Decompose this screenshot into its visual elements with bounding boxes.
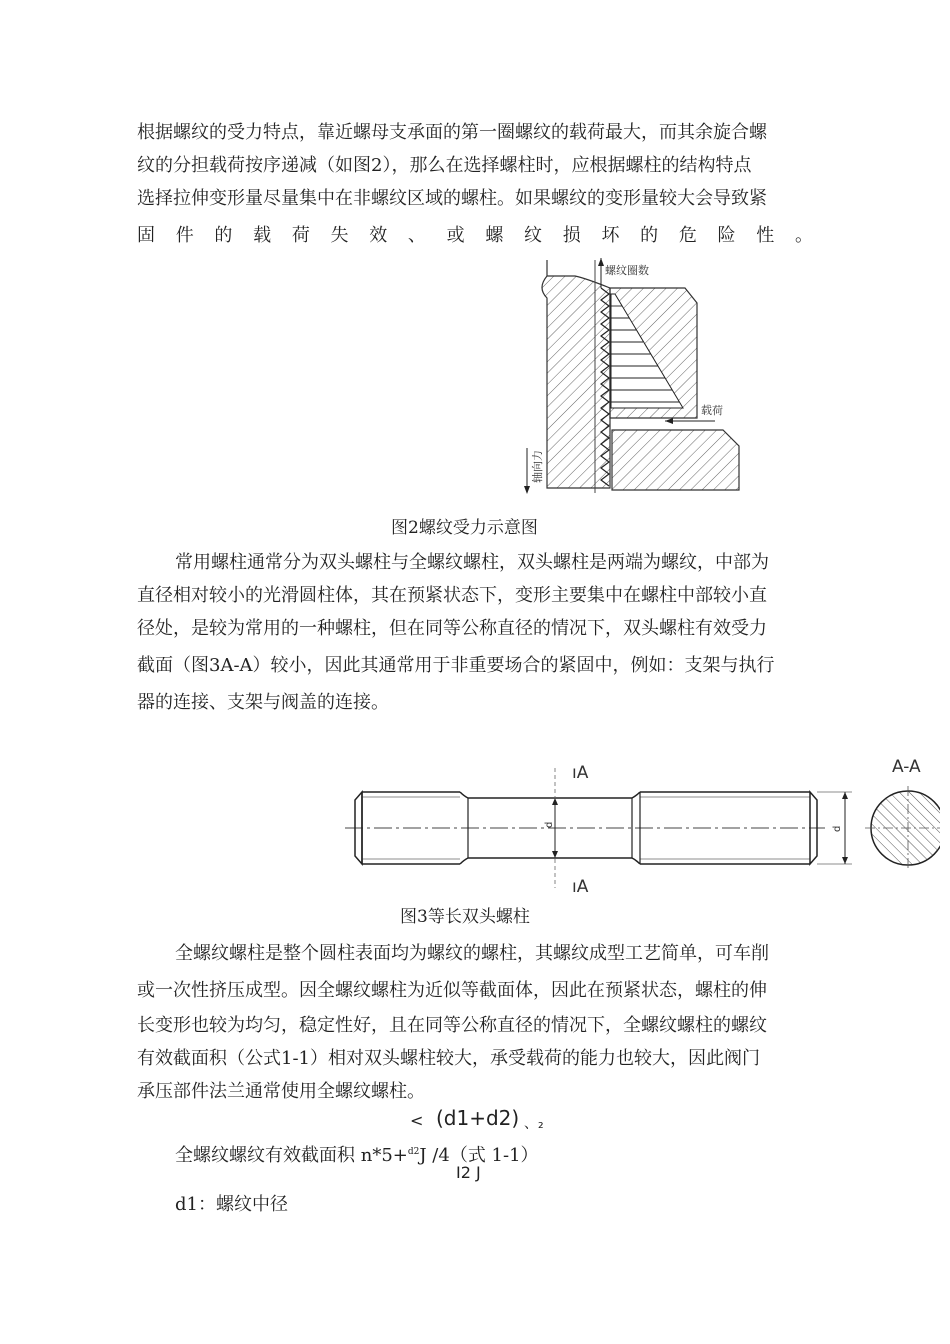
para3-line5: 承压部件法兰通常使用全螺纹螺柱。 bbox=[137, 1081, 425, 1102]
formula-main: 全螺纹螺纹有效截面积 n*5+ bbox=[175, 1145, 408, 1166]
char: 载 bbox=[253, 225, 272, 246]
char: 危 bbox=[678, 225, 697, 246]
figure-3-caption: 图3等长双头螺柱 bbox=[400, 907, 530, 927]
figure-2-caption: 图2螺纹受力示意图 bbox=[391, 518, 538, 538]
formula-top-tail: 、₂ bbox=[524, 1116, 544, 1132]
definition-d1: d1：螺纹中径 bbox=[175, 1194, 288, 1215]
formula-sup: d2 bbox=[407, 1147, 420, 1157]
char: 性 bbox=[756, 225, 775, 246]
para1-line2: 纹的分担载荷按序递减（如图2），那么在选择螺柱时，应根据螺柱的结构特点 bbox=[137, 155, 752, 176]
para1-line4 bbox=[137, 221, 813, 251]
char: 螺 bbox=[485, 225, 504, 246]
char: 、 bbox=[407, 225, 426, 246]
para2-line1: 常用螺柱通常分为双头螺柱与全螺纹螺柱，双头螺柱是两端为螺纹，中部为 bbox=[175, 552, 769, 573]
formula-top-lt: < bbox=[410, 1111, 424, 1130]
para2-line2: 直径相对较小的光滑圆柱体，其在预紧状态下，变形主要集中在螺柱中部较小直 bbox=[137, 585, 767, 606]
formula-tail: J /4（式 1-1） bbox=[419, 1145, 539, 1166]
char: 效 bbox=[369, 225, 388, 246]
para3-line1: 全螺纹螺柱是整个圆柱表面均为螺纹的螺柱，其螺纹成型工艺简单，可车削 bbox=[175, 943, 769, 964]
para2-line4: 截面（图3A-A）较小，因此其通常用于非重要场合的紧固中，例如：支架与执行 bbox=[137, 655, 775, 676]
section-view-title: A-A bbox=[892, 757, 921, 777]
char: 荷 bbox=[291, 225, 310, 246]
figure-2-thread-load-diagram bbox=[515, 258, 755, 498]
formula-bottom: I2 J bbox=[456, 1163, 481, 1182]
dim-d-inner: d bbox=[544, 821, 555, 828]
para3-line4: 有效截面积（公式1-1）相对双头螺柱较大，承受载荷的能力也较大，因此阀门 bbox=[137, 1048, 760, 1069]
char: 险 bbox=[717, 225, 736, 246]
formula-top-paren: (d1+d2) bbox=[436, 1106, 520, 1130]
char: 固 bbox=[137, 225, 155, 246]
char: 失 bbox=[330, 225, 349, 246]
section-mark-bottom: ıA bbox=[572, 877, 589, 897]
para3-line3: 长变形也较为均匀，稳定性好，且在同等公称直径的情况下，全螺纹螺柱的螺纹 bbox=[137, 1015, 767, 1036]
char: 件 bbox=[175, 225, 194, 246]
para2-line5: 器的连接、支架与阀盖的连接。 bbox=[137, 692, 389, 713]
section-mark-top: ıA bbox=[572, 763, 589, 783]
para3-line2: 或一次性挤压成型。因全螺纹螺柱为近似等截面体，因此在预紧状态，螺柱的伸 bbox=[137, 980, 767, 1001]
char: 的 bbox=[640, 225, 659, 246]
para1-line3: 选择拉伸变形量尽量集中在非螺纹区域的螺柱。如果螺纹的变形量较大会导致紧 bbox=[137, 188, 767, 209]
para1-line1: 根据螺纹的受力特点，靠近螺母支承面的第一圈螺纹的载荷最大，而其余旋合螺 bbox=[137, 122, 767, 143]
char: 的 bbox=[214, 225, 233, 246]
char: 纹 bbox=[524, 225, 543, 246]
figure-3-stud-bolt-drawing bbox=[340, 748, 940, 898]
label-load: 载荷 bbox=[701, 404, 723, 417]
para2-line3: 径处，是较为常用的一种螺柱，但在同等公称直径的情况下，双头螺柱有效受力 bbox=[137, 618, 767, 639]
char: 或 bbox=[446, 225, 465, 246]
dim-d-outer: d bbox=[832, 825, 843, 832]
char: 损 bbox=[562, 225, 581, 246]
label-axial-force: 轴向力 bbox=[531, 450, 544, 483]
char: 。 bbox=[794, 225, 813, 246]
formula-line bbox=[175, 1137, 539, 1171]
label-thread-turns: 螺纹圈数 bbox=[605, 264, 649, 277]
char: 坏 bbox=[601, 225, 620, 246]
